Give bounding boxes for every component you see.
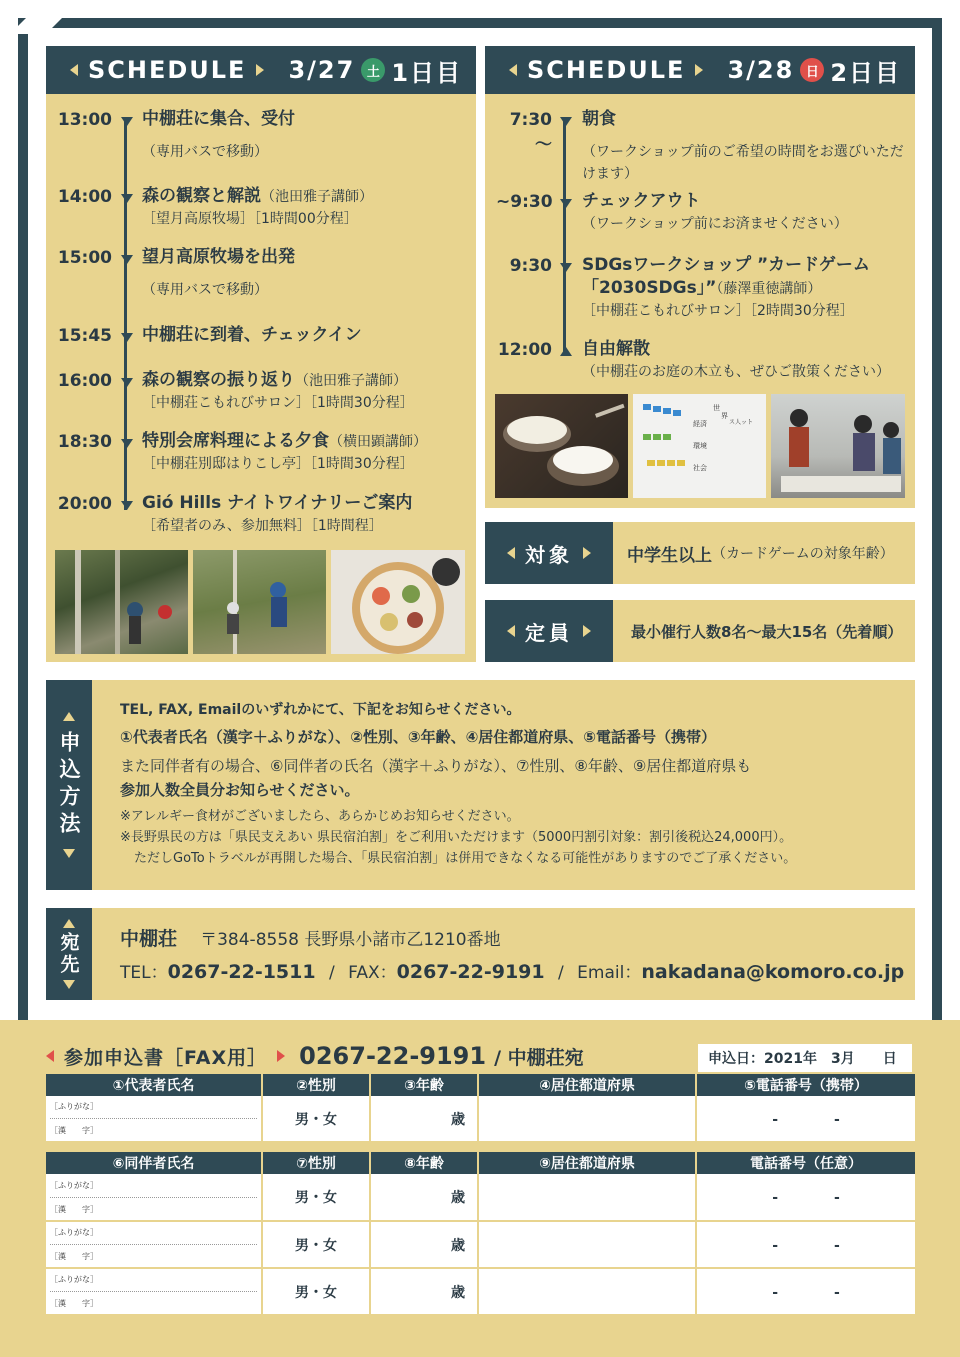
board-text-a: 世 [713,404,720,412]
schedule-item [142,324,472,347]
email-label: Email： [577,963,642,983]
col-header: ②性別 [262,1074,370,1096]
age-field[interactable]: 歳 [370,1174,478,1221]
schedule-item [142,246,472,301]
dest-body [120,924,910,990]
weekday-badge: 土 [361,58,385,82]
schedule-time: ~9:30 [496,192,553,212]
apply-note2: ※長野県民の方は「県民支えあい 県民宿泊割」をご利用いただけます（5000円割引対象：割引後税込24,000円）。 [120,830,793,845]
name-field[interactable]: ［ふりがな］ ［漢 字］ [46,1268,262,1315]
dest-name: 中棚荘 [120,928,178,950]
board-text-environment: 環境 [693,442,707,450]
fax-label: FAX： [348,963,397,983]
schedule-title: 自由解散 [582,339,650,359]
caret-down-icon [121,117,133,126]
workshop-photo [771,394,905,498]
day2-label: 2日目 [830,58,902,87]
schedule-title: SDGsワークショップ ”カードゲーム「2030SDGs」” [582,255,870,298]
schedule-time: 15:45 [57,326,112,346]
schedule-time: 15:00 [57,248,112,268]
caret-right-icon [583,625,591,637]
caret-up-icon [63,919,75,928]
age-field[interactable]: 歳 [370,1096,478,1142]
col-header: ⑥同伴者氏名 [46,1152,262,1174]
target-value: 中学生以上 [627,545,712,566]
caret-right-icon [277,1050,285,1062]
dest-label [46,908,92,1000]
day1-label: 1日目 [391,58,463,87]
col-header: ⑨居住都道府県 [478,1152,696,1174]
schedule-item [142,185,472,230]
prefecture-field[interactable] [478,1096,696,1142]
schedule-title: 中棚荘に到着、チェックイン [142,325,362,345]
caret-left-icon [507,625,515,637]
schedule-item [142,492,472,537]
apply-date-box[interactable] [698,1044,912,1072]
col-header: ①代表者氏名 [46,1074,262,1096]
schedule-time: 12:00 [497,340,552,360]
age-field[interactable]: 歳 [370,1221,478,1268]
schedule-time: 13:00 [57,110,112,130]
age-field[interactable]: 歳 [370,1268,478,1315]
target-note: （カードゲームの対象年齢） [712,546,894,562]
schedule-time: 14:00 [57,187,112,207]
col-header: ⑦性別 [262,1152,370,1174]
prefecture-field[interactable] [478,1268,696,1315]
schedule-lecturer: （藤澤重徳講師） [716,281,822,297]
day2-date: 3/28 [727,56,795,84]
timeline-line [124,118,127,510]
board-text-society: 社会 [693,464,707,472]
apply-body [120,698,910,870]
caret-down-icon [63,849,75,858]
col-header: ⑧年齢 [370,1152,478,1174]
schedule-time: 20:00 [57,494,112,514]
representative-table [46,1074,915,1143]
caret-left-icon [509,64,517,76]
caret-up-icon [560,347,572,356]
schedule-lecturer: （横田顕講師） [329,434,427,450]
fax-form-number: 0267-22-9191 [299,1042,487,1070]
schedule-detail: （専用バスで移動） [142,282,268,298]
target-label [485,522,613,584]
forest-photo-2 [193,550,326,654]
caret-down-icon [560,199,572,208]
schedule-item [582,338,912,383]
schedule-time: 18:30 [57,432,112,452]
apply-label [46,680,92,890]
apply-line3: また同伴者有の場合、⑥同伴者の氏名（漢字＋ふりがな）、⑦性別、⑧年齢、⑨居住都道府県も [120,757,752,775]
schedule-title: 朝食 [582,109,616,129]
companion-table [46,1152,915,1316]
caret-down-icon [121,333,133,342]
timeline-line [563,118,566,354]
caret-right-icon [583,547,591,559]
phone-field[interactable]: - - [696,1268,915,1315]
fax-number[interactable]: 0267-22-9191 [396,961,545,983]
day2-header [485,46,915,94]
target-label-text: 対象 [525,542,573,567]
apply-note1: ※アレルギー食材がございましたら、あらかじめお知らせください。 [120,809,520,824]
apply-line4: 参加人数全員分お知らせください。 [120,781,360,799]
schedule-word: SCHEDULE [526,56,686,84]
day1-header [46,46,476,94]
capacity-label-text: 定員 [525,620,573,645]
apply-line2: ①代表者氏名（漢字＋ふりがな）、②性別、③年齢、④居住都道府県、⑤電話番号（携帯） [120,728,717,746]
caret-up-icon [63,712,75,721]
schedule-title: 森の観察と解説 [142,186,261,206]
weekday-badge: 日 [800,58,824,82]
separator: / [329,963,335,983]
fax-form-to: / 中棚荘宛 [494,1046,584,1069]
schedule-item [142,430,472,475]
caret-right-icon [256,64,264,76]
schedule-word: SCHEDULE [87,56,247,84]
capacity-value-box [613,600,915,662]
dest-address: 〒384-8558 長野県小諸市乙1210番地 [200,930,501,950]
forest-photo-1 [55,550,188,654]
schedule-title: 望月高原牧場を出発 [142,247,295,267]
caret-down-icon [121,439,133,448]
capacity-value: 最小催行人数8名～最大15名（先着順） [631,622,903,641]
caret-left-icon [507,547,515,559]
schedule-time: 9:30 [509,256,552,276]
apply-label-text: 申込方法 [57,731,81,839]
col-header: ④居住都道府県 [478,1074,696,1096]
board-text-f: ス人ット [729,419,754,426]
caret-left-icon [46,1050,54,1062]
prefecture-field[interactable] [478,1221,696,1268]
schedule-item [582,190,912,235]
caret-left-icon [70,64,78,76]
schedule-detail: ［望月高原牧場］［1時間00分程］ [142,211,358,227]
prefecture-field[interactable] [478,1174,696,1221]
name-field[interactable]: ［ふりがな］ ［漢 字］ [46,1096,262,1142]
name-field[interactable]: ［ふりがな］ ［漢 字］ [46,1221,262,1268]
caret-down-icon [63,980,75,989]
schedule-title: 森の観察の振り返り [142,370,295,390]
caret-down-icon [560,263,572,272]
schedule-detail: （ワークショップ前のご希望の時間をお選びいただけます） [582,144,904,182]
schedule-item [142,369,472,414]
gender-field[interactable]: 男・女 [262,1174,370,1221]
schedule-time: 7:30～ [509,110,552,155]
schedule-detail: ［中棚荘別邸はりこし亭］［1時間30分程］ [142,456,414,472]
caret-down-icon [121,255,133,264]
caret-down-icon [121,378,133,387]
gender-field[interactable]: 男・女 [262,1221,370,1268]
schedule-title: Gió Hills ナイトワイナリーご案内 [142,493,413,513]
breakfast-photo [495,394,628,498]
name-field[interactable]: ［ふりがな］ ［漢 字］ [46,1174,262,1221]
tel-label: TEL： [120,963,168,983]
schedule-title: 特別会席料理による夕食 [142,431,329,451]
schedule-time: 16:00 [57,371,112,391]
col-header: ③年齢 [370,1074,478,1096]
target-value-box [613,522,915,584]
caret-right-icon [695,64,703,76]
phone-field[interactable]: - - [696,1096,915,1142]
tel-number[interactable]: 0267-22-1511 [167,961,316,983]
apply-line1: TEL, FAX, Emailのいずれかにて、下記をお知らせください。 [120,702,521,718]
board-text-b: 界 [721,412,728,420]
schedule-detail: （中棚荘のお庭の木立も、ぜひご散策ください） [582,364,890,380]
schedule-detail: （専用バスで移動） [142,144,268,160]
fax-form-title: 参加申込書［FAX用］ [64,1046,268,1069]
board-text-economy: 経済 [693,420,707,428]
schedule-title: チェックアウト [582,191,701,211]
gender-field[interactable]: 男・女 [262,1268,370,1315]
apply-note3: ただしGoToトラベルが再開した場合、「県民宿泊割」は併用できなくなる可能性がありますのでご了承ください。 [134,851,797,866]
apply-date: 申込日：2021年 3月 日 [708,1051,897,1067]
dest-label-text: 宛先 [57,932,80,976]
phone-field[interactable]: - - [696,1174,915,1221]
phone-field[interactable]: - - [696,1221,915,1268]
day1-date: 3/27 [288,56,356,84]
separator: / [558,963,564,983]
schedule-item [142,108,472,163]
schedule-lecturer: （池田雅子講師） [295,373,407,389]
schedule-item [582,108,912,185]
schedule-lecturer: （池田雅子講師） [261,189,373,205]
schedule-detail: （ワークショップ前にお済ませください） [582,216,848,232]
fax-form-title-row [46,1040,584,1072]
schedule-item [582,254,912,322]
schedule-detail: ［中棚荘こもれびサロン］［1時間30分程］ [142,395,414,411]
email-address[interactable]: nakadana@komoro.co.jp [641,961,905,983]
col-header: ⑤電話番号（携帯） [696,1074,915,1096]
dinner-photo [331,550,465,654]
schedule-detail: ［中棚荘こもれびサロン］［2時間30分程］ [582,303,854,319]
col-header: 電話番号（任意） [696,1152,915,1174]
caret-down-icon [560,117,572,126]
caret-down-icon [121,194,133,203]
gender-field[interactable]: 男・女 [262,1096,370,1142]
capacity-label [485,600,613,662]
schedule-title: 中棚荘に集合、受付 [142,109,295,129]
schedule-detail: ［希望者のみ、参加無料］［1時間程］ [142,518,383,534]
sdgs-board-photo [633,394,766,498]
caret-down-icon [121,501,133,510]
